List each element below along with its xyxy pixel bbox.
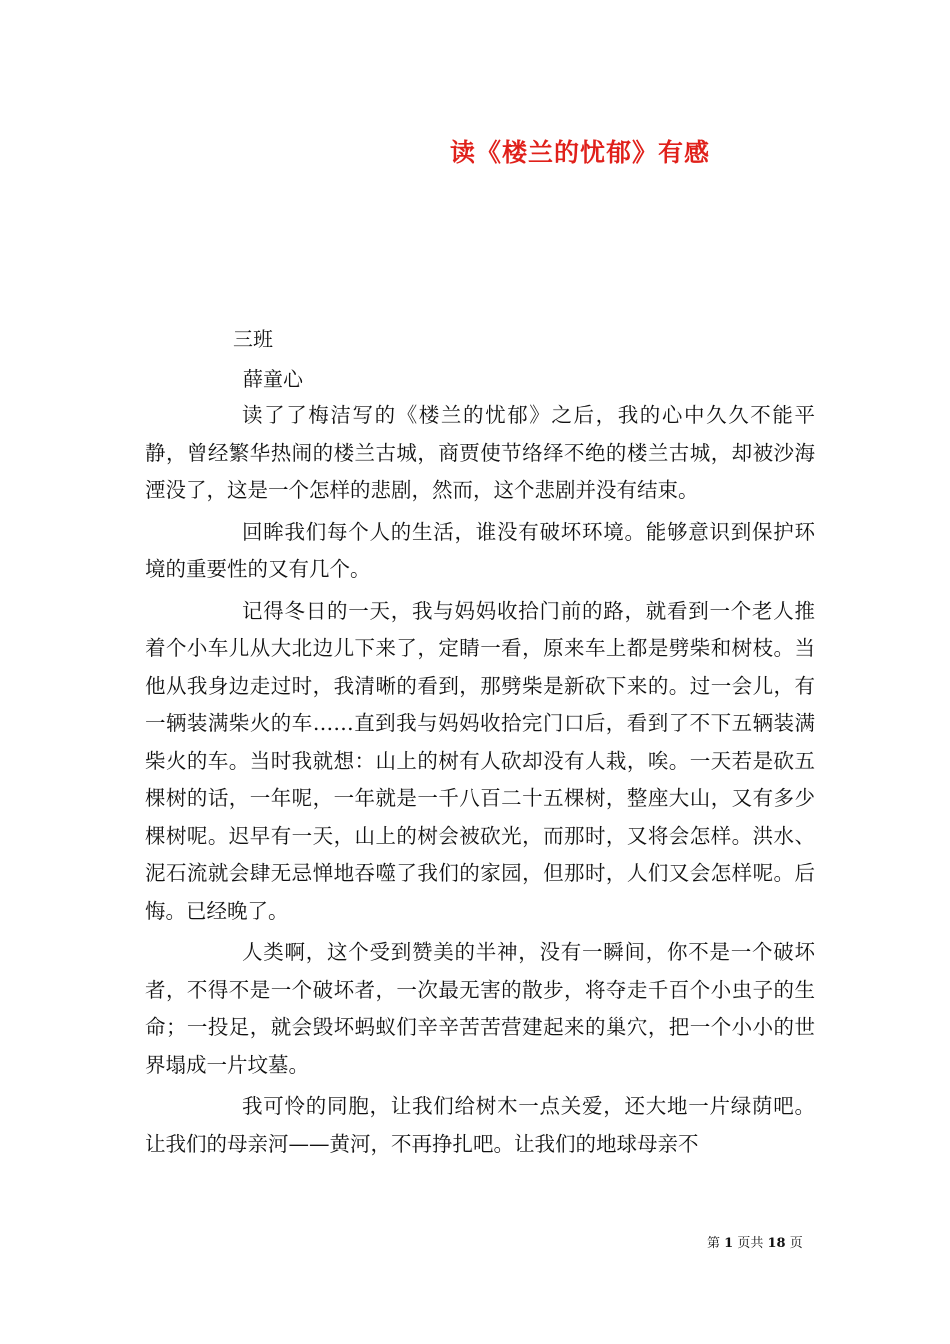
document-body [145,397,815,1167]
footer-middle: 页共 [737,1236,764,1251]
paragraph-1: 读了了梅洁写的《楼兰的忧郁》之后，我的心中久久不能平静，曾经繁华热闹的楼兰古城，商贾使节络绎不绝的楼兰古城，却被沙海湮没了，这是一个怎样的悲剧，然而，这个悲剧并没有结束。 [145,403,815,502]
current-page-number: 1 [724,1236,734,1251]
author-name: 薛童心 [243,367,303,391]
paragraph-5: 我可怜的同胞，让我们给树木一点关爱，还大地一片绿荫吧。让我们的母亲河——黄河，不再挣扎吧。让我们的地球母亲不 [145,1094,815,1156]
document-title: 读《楼兰的忧郁》有感 [450,138,711,167]
footer-prefix: 第 [707,1236,721,1251]
total-page-count: 18 [767,1236,786,1251]
paragraph-4: 人类啊，这个受到赞美的半神，没有一瞬间，你不是一个破坏者，不得不是一个破坏者，一次最无害的散步，将夺走千百个小虫子的生命；一投足，就会毁坏蚂蚁们辛辛苦苦营建起来的巢穴，把一个小小的世界塌成一片坟墓。 [145,940,815,1077]
class-name: 三班 [233,327,273,351]
paragraph-2: 回眸我们每个人的生活，谁没有破坏环境。能够意识到保护环境的重要性的又有几个。 [145,519,815,581]
paragraph-3: 记得冬日的一天，我与妈妈收拾门前的路，就看到一个老人推着个小车儿从大北边儿下来了，定睛一看，原来车上都是劈柴和树枝。当他从我身边走过时，我清晰的看到，那劈柴是新砍下来的。过一会儿，有一辆装满柴火的车……直到我与妈妈收拾完门口后，看到了不下五辆装满柴火的车。当时我就想：山上的树有人砍却没有人栽，唉。一天若是砍五棵树的话，一年呢，一年就是一千八百二十五棵树，整座大山，又有多少棵树呢。迟早有一天，山上的树会被砍光，而那时，又将会怎样。洪水、泥石流就会肆无忌惮地吞噬了我们的家园，但那时，人们又会怎样呢。后悔。已经晚了。 [145,598,815,923]
footer-suffix: 页 [789,1236,803,1251]
page-footer [707,1232,803,1251]
